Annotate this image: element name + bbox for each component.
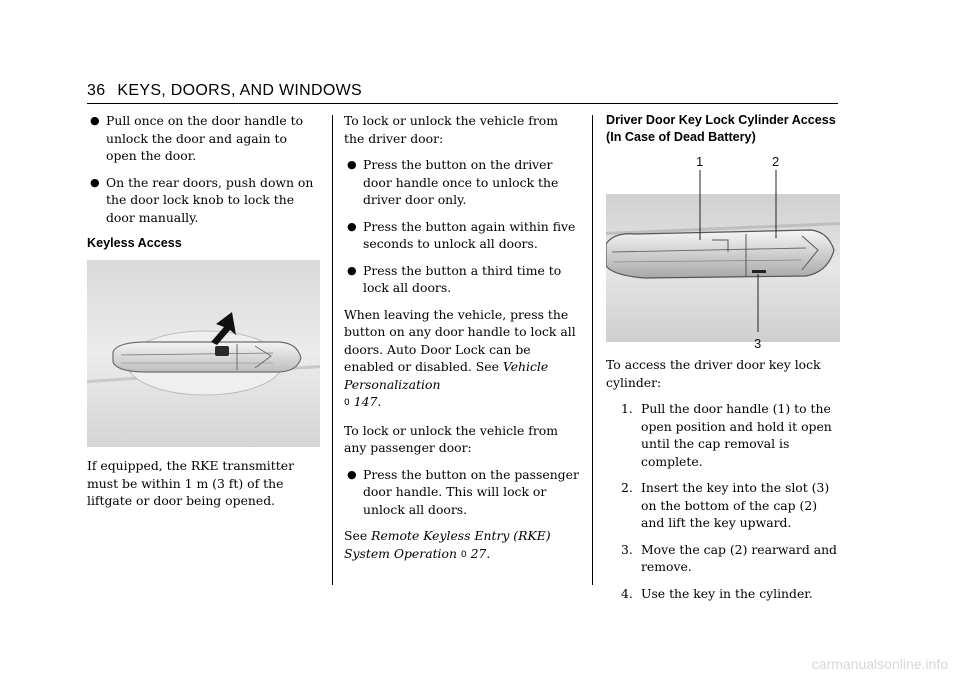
column-divider-2	[592, 115, 593, 585]
list-item-text: Press the button on the driver door handle once to unlock the driver door only.	[363, 157, 559, 207]
list-item	[87, 174, 320, 227]
paragraph-text: When leaving the vehicle, press the button on any door handle to lock all doors. Auto Door Lock can be enabled or disabled. See	[344, 306, 576, 374]
list-item	[344, 262, 580, 297]
list-item	[606, 541, 842, 576]
page-number: 36	[87, 82, 106, 99]
section-heading: Keyless Access	[87, 236, 182, 250]
callout-1: 1	[696, 154, 704, 169]
page-reference[interactable]: 27	[470, 545, 487, 561]
column-2	[344, 112, 580, 573]
callout-3: 3	[754, 336, 762, 350]
paragraph: To access the driver door key lock cylinder:	[606, 357, 821, 390]
bullet-icon: ●	[347, 158, 357, 171]
paragraph: To lock or unlock the vehicle from any passenger door:	[344, 422, 558, 455]
step-text: Move the cap (2) rearward and remove.	[641, 541, 837, 574]
cross-reference-link[interactable]: Vehicle Personalization	[344, 359, 549, 392]
bullet-icon: ●	[347, 219, 357, 233]
keyless-access-illustration	[87, 260, 320, 447]
list-item-text: Press the button a third time to lock all doors.	[363, 262, 562, 295]
cross-reference-link[interactable]: Remote Keyless Entry (RKE) System Operation	[344, 528, 551, 561]
list-item	[606, 585, 842, 603]
column-divider-1	[332, 115, 333, 585]
step-text: Pull the door handle (1) to the open position and hold it open until the cap removal is complete.	[641, 401, 832, 469]
column-1	[87, 112, 320, 519]
paragraph: To lock or unlock the vehicle from the driver door:	[344, 113, 558, 146]
bullet-icon: ●	[90, 114, 100, 127]
step-number: 3.	[621, 541, 633, 557]
bullet-icon: ●	[347, 467, 357, 481]
step-number: 1.	[621, 401, 633, 416]
step-number: 2.	[621, 480, 633, 495]
list-item	[87, 112, 320, 165]
section-title: KEYS, DOORS, AND WINDOWS	[117, 82, 362, 99]
bullet-icon: ●	[347, 263, 357, 277]
see-label: See	[344, 528, 368, 543]
key-lock-cylinder-illustration	[606, 154, 840, 350]
paragraph: When leaving the vehicle, press the button on any door handle to lock all doors. Auto Door Lock can be enabled or disabled. See Vehicle Personalization 0 147.	[344, 306, 576, 409]
callout-2: 2	[772, 154, 780, 169]
bullet-icon: ●	[90, 175, 100, 189]
page-reference-icon: 0	[460, 549, 467, 560]
list-item-text: Press the button again within five seconds to unlock all doors.	[363, 218, 576, 251]
page-reference[interactable]: 147	[353, 394, 378, 409]
list-item-text: Press the button on the passenger door handle. This will lock or unlock all doors.	[363, 466, 579, 517]
list-item	[344, 466, 580, 519]
section-heading: Driver Door Key Lock Cylinder Access (In Case of Dead Battery)	[606, 113, 836, 144]
page-header	[87, 82, 362, 100]
list-item-text: On the rear doors, push down on the door lock knob to lock the door manually.	[106, 174, 314, 225]
step-text: Use the key in the cylinder.	[641, 585, 813, 601]
list-item	[344, 156, 580, 209]
column-3	[606, 112, 842, 611]
rke-note: If equipped, the RKE transmitter must be within 1 m (3 ft) of the liftgate or door being opened.	[87, 458, 294, 508]
step-text: Insert the key into the slot (3) on the bottom of the cap (2) and lift the key upward.	[641, 480, 830, 530]
list-item	[606, 479, 842, 532]
paragraph: See Remote Keyless Entry (RKE) System Operation 0 27.	[344, 528, 551, 561]
header-rule	[87, 103, 838, 104]
watermark: carmanualsonline.info	[811, 656, 948, 672]
list-item	[344, 218, 580, 253]
list-item	[606, 400, 842, 470]
page-reference-icon: 0	[344, 398, 350, 408]
step-number: 4.	[621, 585, 633, 601]
list-item-text: Pull once on the door handle to unlock the door and again to open the door.	[106, 113, 304, 163]
